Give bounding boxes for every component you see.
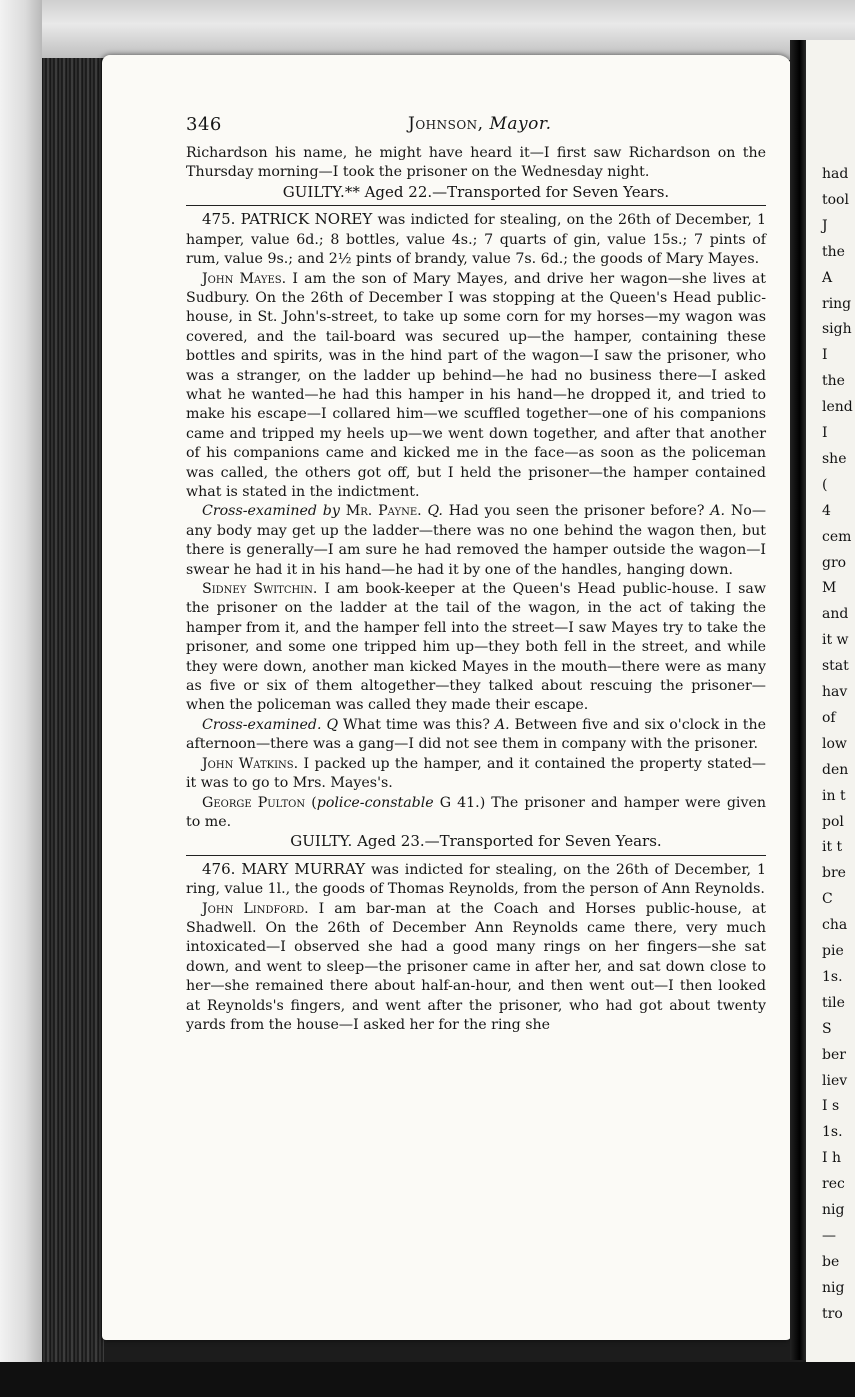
scan-top-edge xyxy=(0,0,855,60)
case-475-defendant: PATRICK NOREY xyxy=(240,210,373,229)
facing-page-fragment: 4 xyxy=(822,502,831,519)
book-spine xyxy=(42,58,104,1368)
facing-page-fragment: 1s. xyxy=(822,968,843,985)
facing-page-fragment: it w xyxy=(822,632,849,649)
facing-page-fragment: rec xyxy=(822,1176,845,1193)
case-475-indictment-text: was indicted for stealing, on the 26th of December, 1 hamper, value 6d.; 8 bottles, value 4s.; 7 quarts of gin, value 15s.; 7 pints of rum, value 9s.; and 2½ pints of brandy, value 7s. 6d.; the goods of Mary Mayes. xyxy=(186,212,766,268)
facing-page-fragment: the xyxy=(822,373,845,390)
answer-marker: A. xyxy=(710,503,726,520)
witness-name: Sidney Switchin. xyxy=(202,581,318,598)
facing-page-fragment: 1s. xyxy=(822,1124,843,1141)
facing-page-fragment: tro xyxy=(822,1305,843,1322)
facing-page-fragment: nig xyxy=(822,1279,845,1296)
answer-text: Between five and six o'clock in the afternoon—there was a gang—I did not see them in company with the prisoner. xyxy=(186,716,767,753)
running-head-name: Johnson, xyxy=(408,114,484,134)
case-476-indictment-text: was indicted for stealing, on the 26th of December, 1 ring, value 1l., the goods of Thomas Reynolds, from the person of Ann Reynolds. xyxy=(186,861,766,898)
facing-page-fragment: M xyxy=(822,580,837,597)
facing-page-fragment: I xyxy=(822,347,828,364)
question-text: What time was this? xyxy=(343,716,490,733)
facing-page-fragment: ber xyxy=(822,1046,846,1063)
facing-page-fragment: low xyxy=(822,735,847,752)
witness-badge: G 41.) xyxy=(439,794,486,811)
facing-page-fragment: and xyxy=(822,606,849,623)
witness-name: John Mayes. xyxy=(202,270,287,287)
witness-testimony: I am book-keeper at the Queen's Head public-house. I saw the prisoner on the ladder at the tail of the wagon, in the act of taking the hamper from it, and the hamper fell into the street—I saw Mayes try to take the prisoner, and some one tripped him up—they both fell in the street, and while they were down, another man kicked Mayes in the mouth—there were as many as five or six of them altogether—they talked about rescuing the prisoner—when the policeman was called they made their escape. xyxy=(186,581,766,714)
facing-page-fragment: cha xyxy=(822,917,848,934)
cross-examined-label: Cross-examined. xyxy=(202,716,322,733)
case-476-number: 476. xyxy=(202,859,236,878)
facing-page-fragment: I h xyxy=(822,1150,841,1167)
previous-case-verdict: GUILTY.** Aged 22.—Transported for Seven Years. xyxy=(282,182,670,201)
scan-bottom-edge xyxy=(0,1362,855,1397)
witness-name: John Lindford. xyxy=(202,900,309,917)
cross-examined-label: Cross-examined by xyxy=(202,503,340,520)
case-475-number: 475. xyxy=(202,210,236,229)
page-content xyxy=(186,110,766,1035)
facing-page-fragment: stat xyxy=(822,658,849,675)
case-475-witness-4: George Pulton (police-constable G 41.) The prisoner and hamper were given to me. xyxy=(186,794,767,830)
facing-page-fragment: pol xyxy=(822,813,844,830)
facing-page-fragment: gro xyxy=(822,554,847,571)
witness-name: John Watkins. xyxy=(202,755,299,772)
case-475-witness-2 xyxy=(186,580,766,716)
case-475-cross-examination-1 xyxy=(186,502,766,580)
facing-page-fragment: ( xyxy=(822,476,828,493)
facing-page-fragment: tool xyxy=(822,191,849,208)
page-header xyxy=(186,110,766,144)
facing-page-fragment: nig xyxy=(822,1202,845,1218)
witness-name: George Pulton xyxy=(202,794,306,811)
facing-page-fragment: be xyxy=(822,1253,840,1270)
page-number: 346 xyxy=(186,114,222,135)
facing-page-fragment: I s xyxy=(822,1098,840,1115)
facing-page-fragment: liev xyxy=(822,1072,848,1089)
facing-page-fragment: pie xyxy=(822,943,844,959)
question-text: Had you seen the prisoner before? xyxy=(448,503,705,520)
case-475-indictment xyxy=(186,210,766,269)
case-475-verdict: GUILTY. Aged 23.—Transported for Seven Years. xyxy=(290,832,662,851)
case-476-indictment xyxy=(186,860,766,900)
facing-page-fragment: J xyxy=(822,217,828,234)
facing-page-fragment: cem xyxy=(822,528,852,545)
facing-page-fragment: tile xyxy=(822,994,845,1011)
facing-page-fragment: C xyxy=(822,891,833,908)
answer-text: No—any body may get up the ladder—there was no one behind the wagon then, but there is generally—I am sure he had removed the hamper outside the wagon—I swear he had it in his hand—he had it by one of the handles, hanging down. xyxy=(186,503,767,578)
facing-page-fragment: den xyxy=(822,761,849,778)
counsel-name: Mr. Payne. xyxy=(345,503,422,520)
facing-page-fragment: she xyxy=(822,450,847,467)
facing-page-edge xyxy=(806,40,855,1362)
case-475-witness-3 xyxy=(186,755,766,794)
facing-page-fragment: I xyxy=(822,425,828,441)
question-marker: Q xyxy=(326,716,339,733)
facing-page-fragment: the xyxy=(822,243,845,260)
facing-page-fragment: bre xyxy=(822,865,846,882)
facing-page-fragment: hav xyxy=(822,684,848,700)
witness-role: police-constable xyxy=(316,794,434,811)
facing-page-fragment: had xyxy=(822,166,849,182)
facing-page-fragment: ring xyxy=(822,295,852,312)
case-476-witness-1 xyxy=(186,900,766,1036)
case-divider xyxy=(186,205,766,206)
question-marker: Q. xyxy=(427,503,443,520)
scan-left-edge xyxy=(0,0,42,1397)
facing-page-fragment: it t xyxy=(822,839,843,856)
witness-testimony: I packed up the hamper, and it contained the property stated—it was to go to Mrs. Mayes's. xyxy=(186,755,766,792)
previous-case-continuation: Richardson his name, he might have heard it—I first saw Richardson on the Thursday morning—I took the prisoner on the Wednesday night. xyxy=(186,145,766,181)
facing-page-fragment: in t xyxy=(822,787,846,804)
facing-page-fragment: of xyxy=(822,709,836,726)
witness-testimony: The prisoner and hamper were given to me. xyxy=(186,794,767,830)
facing-page-fragment: S xyxy=(822,1020,832,1037)
case-475-cross-examination-2 xyxy=(186,716,766,755)
running-head xyxy=(408,114,552,134)
case-divider xyxy=(186,855,766,856)
witness-testimony: I am bar-man at the Coach and Horses public-house, at Shadwell. On the 26th of December Ann Reynolds came there, very much intoxicated—I observed she had a good many rings on her fingers—she sat down, and went to sleep—the prisoner came in after her, and sat down close to her—she remained there about half-an-hour, and then went out—I then looked at Reynolds's fingers, and went after the prisoner, who had got about twenty yards from the house—I asked her for the ring she xyxy=(186,900,767,1034)
running-head-title: Mayor. xyxy=(489,114,552,134)
facing-page-fragment: A xyxy=(822,269,833,286)
facing-page-fragment: sigh xyxy=(822,321,852,338)
case-476-defendant: MARY MURRAY xyxy=(241,859,366,878)
answer-marker: A. xyxy=(494,716,510,733)
book-gutter xyxy=(790,40,806,1360)
witness-testimony: I am the son of Mary Mayes, and drive her wagon—she lives at Sudbury. On the 26th of December I was stopping at the Queen's Head public-house, in St. John's-street, to take up some corn for my horses—my wagon was covered, and the tail-board was secured up—the hamper, containing these bottles and spirits, was in the hind part of the wagon—I saw the prisoner, who was a stranger, on the ladder up behind—he had no business there—I asked what he wanted—he had this hamper in his hand—he dropped it, and tried to make his escape—I collared him—we scuffled together—one of his companions came and tripped my heels up—we went down together, and after that another of his companions came and kicked me in the face—as soon as the policeman was called, the others got off, but I held the prisoner—the hamper contained what is stated in the indictment. xyxy=(186,270,766,500)
facing-page-fragment: — xyxy=(822,1227,836,1244)
facing-page-fragment: lend xyxy=(822,399,853,416)
case-475-witness-1 xyxy=(186,270,766,503)
